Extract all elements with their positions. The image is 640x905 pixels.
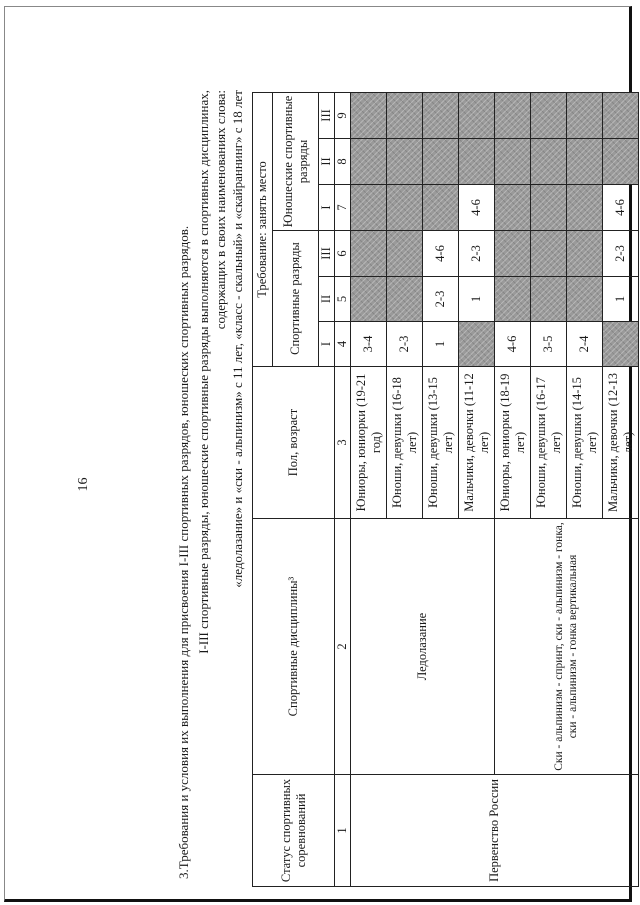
gender-age-cell: Юноши, девушки (14-15 лет) — [567, 367, 603, 519]
hatched-cell — [387, 231, 423, 277]
hatched-cell — [495, 139, 531, 185]
section-heading: 3.Требования и условия их выполнения для присвоения I-III спортивных разрядов, юношеских спортивных разрядов. — [176, 225, 191, 879]
hatched-cell — [423, 92, 459, 138]
intro-line-3: «ледолазание» и «ски - альпинизм» с 11 лет, «класс - скальный» и «скайраннинг» с 18 лет — [230, 90, 245, 588]
gender-age-cell: Юниоры, юниорки (18-19 лет) — [495, 367, 531, 519]
hatched-cell — [531, 277, 567, 322]
intro-line-1: I-III спортивные разряды, юношеские спортивные разряды выполняются в спортивных дисциплинах, — [196, 90, 211, 654]
hatched-cell — [495, 92, 531, 138]
sport-rank-1-cell: 1 — [423, 322, 459, 367]
intro-line-2: содержащих в своих наименованиях слова: — [213, 90, 228, 330]
gender-age-cell: Юноши, девушки (13-15 лет) — [423, 367, 459, 519]
header-youth-rank-1: I — [319, 185, 335, 231]
hatched-cell — [567, 92, 603, 138]
hatched-cell — [351, 139, 387, 185]
hatched-cell — [351, 185, 387, 231]
youth-rank-1-cell: 4-6 — [459, 185, 495, 231]
sport-rank-2-cell: 1 — [459, 277, 495, 322]
sport-rank-2-cell: 1 — [603, 277, 639, 322]
sport-rank-1-cell: 2-4 — [567, 322, 603, 367]
hatched-cell — [531, 231, 567, 277]
header-sport-ranks: Спортивные разряды — [273, 231, 319, 367]
hatched-cell — [531, 139, 567, 185]
rotated-page-content — [76, 82, 637, 887]
hatched-cell — [387, 277, 423, 322]
hatched-cell — [567, 231, 603, 277]
column-number: 5 — [335, 277, 351, 322]
column-number: 2 — [335, 519, 351, 775]
hatched-cell — [351, 92, 387, 138]
hatched-cell — [495, 231, 531, 277]
gender-age-cell: Юноши, девушки (16-17 лет) — [531, 367, 567, 519]
gender-age-cell: Мальчики, девочки (12-13 лет) — [603, 367, 639, 519]
header-sport-rank-1: I — [319, 322, 335, 367]
requirements-table — [252, 92, 639, 887]
discipline-ski-mountaineering: Ски - альпинизм - спринт, ски - альпинизм - гонка, ски - альпинизм - гонка вертикальная — [495, 519, 639, 775]
header-gender-age: Пол, возраст — [253, 367, 335, 519]
hatched-cell — [495, 185, 531, 231]
column-number: 3 — [335, 367, 351, 519]
youth-rank-1-cell: 4-6 — [603, 185, 639, 231]
column-number: 7 — [335, 185, 351, 231]
hatched-cell — [459, 322, 495, 367]
sport-rank-1-cell: 4-6 — [495, 322, 531, 367]
sport-rank-3-cell: 2-3 — [603, 231, 639, 277]
sport-rank-3-cell: 4-6 — [423, 231, 459, 277]
hatched-cell — [423, 139, 459, 185]
page-number: 16 — [76, 477, 91, 492]
column-number: 6 — [335, 231, 351, 277]
column-number: 9 — [335, 92, 351, 138]
header-status: Статус спортивных соревнований — [253, 775, 335, 887]
hatched-cell — [603, 322, 639, 367]
hatched-cell — [567, 277, 603, 322]
discipline-ice-climbing: Ледолазание — [351, 519, 495, 775]
hatched-cell — [531, 92, 567, 138]
hatched-cell — [387, 185, 423, 231]
header-sport-rank-2: II — [319, 277, 335, 322]
gender-age-cell: Мальчики, девочки (11-12 лет) — [459, 367, 495, 519]
hatched-cell — [603, 139, 639, 185]
hatched-cell — [351, 277, 387, 322]
column-number: 8 — [335, 139, 351, 185]
status-cell: Первенство России — [351, 775, 639, 887]
hatched-cell — [423, 185, 459, 231]
column-number: 1 — [335, 775, 351, 887]
hatched-cell — [387, 92, 423, 138]
header-sport-rank-3: III — [319, 231, 335, 277]
hatched-cell — [351, 231, 387, 277]
sport-rank-1-cell: 3-4 — [351, 322, 387, 367]
column-number: 4 — [335, 322, 351, 367]
gender-age-cell: Юниоры, юниорки (19-21 год) — [351, 367, 387, 519]
header-disciplines: Спортивные дисциплины³ — [253, 519, 335, 775]
hatched-cell — [567, 139, 603, 185]
hatched-cell — [459, 139, 495, 185]
hatched-cell — [495, 277, 531, 322]
gender-age-cell: Юноши, девушки (16-18 лет) — [387, 367, 423, 519]
header-requirement: Требование: занять место — [253, 92, 273, 366]
sport-rank-3-cell: 2-3 — [459, 231, 495, 277]
header-youth-rank-3: III — [319, 92, 335, 138]
hatched-cell — [567, 185, 603, 231]
sport-rank-1-cell: 2-3 — [387, 322, 423, 367]
sport-rank-2-cell: 2-3 — [423, 277, 459, 322]
hatched-cell — [531, 185, 567, 231]
hatched-cell — [603, 92, 639, 138]
hatched-cell — [387, 139, 423, 185]
hatched-cell — [459, 92, 495, 138]
header-youth-rank-2: II — [319, 139, 335, 185]
header-youth-ranks: Юношеские спортивные разряды — [273, 92, 319, 230]
sport-rank-1-cell: 3-5 — [531, 322, 567, 367]
